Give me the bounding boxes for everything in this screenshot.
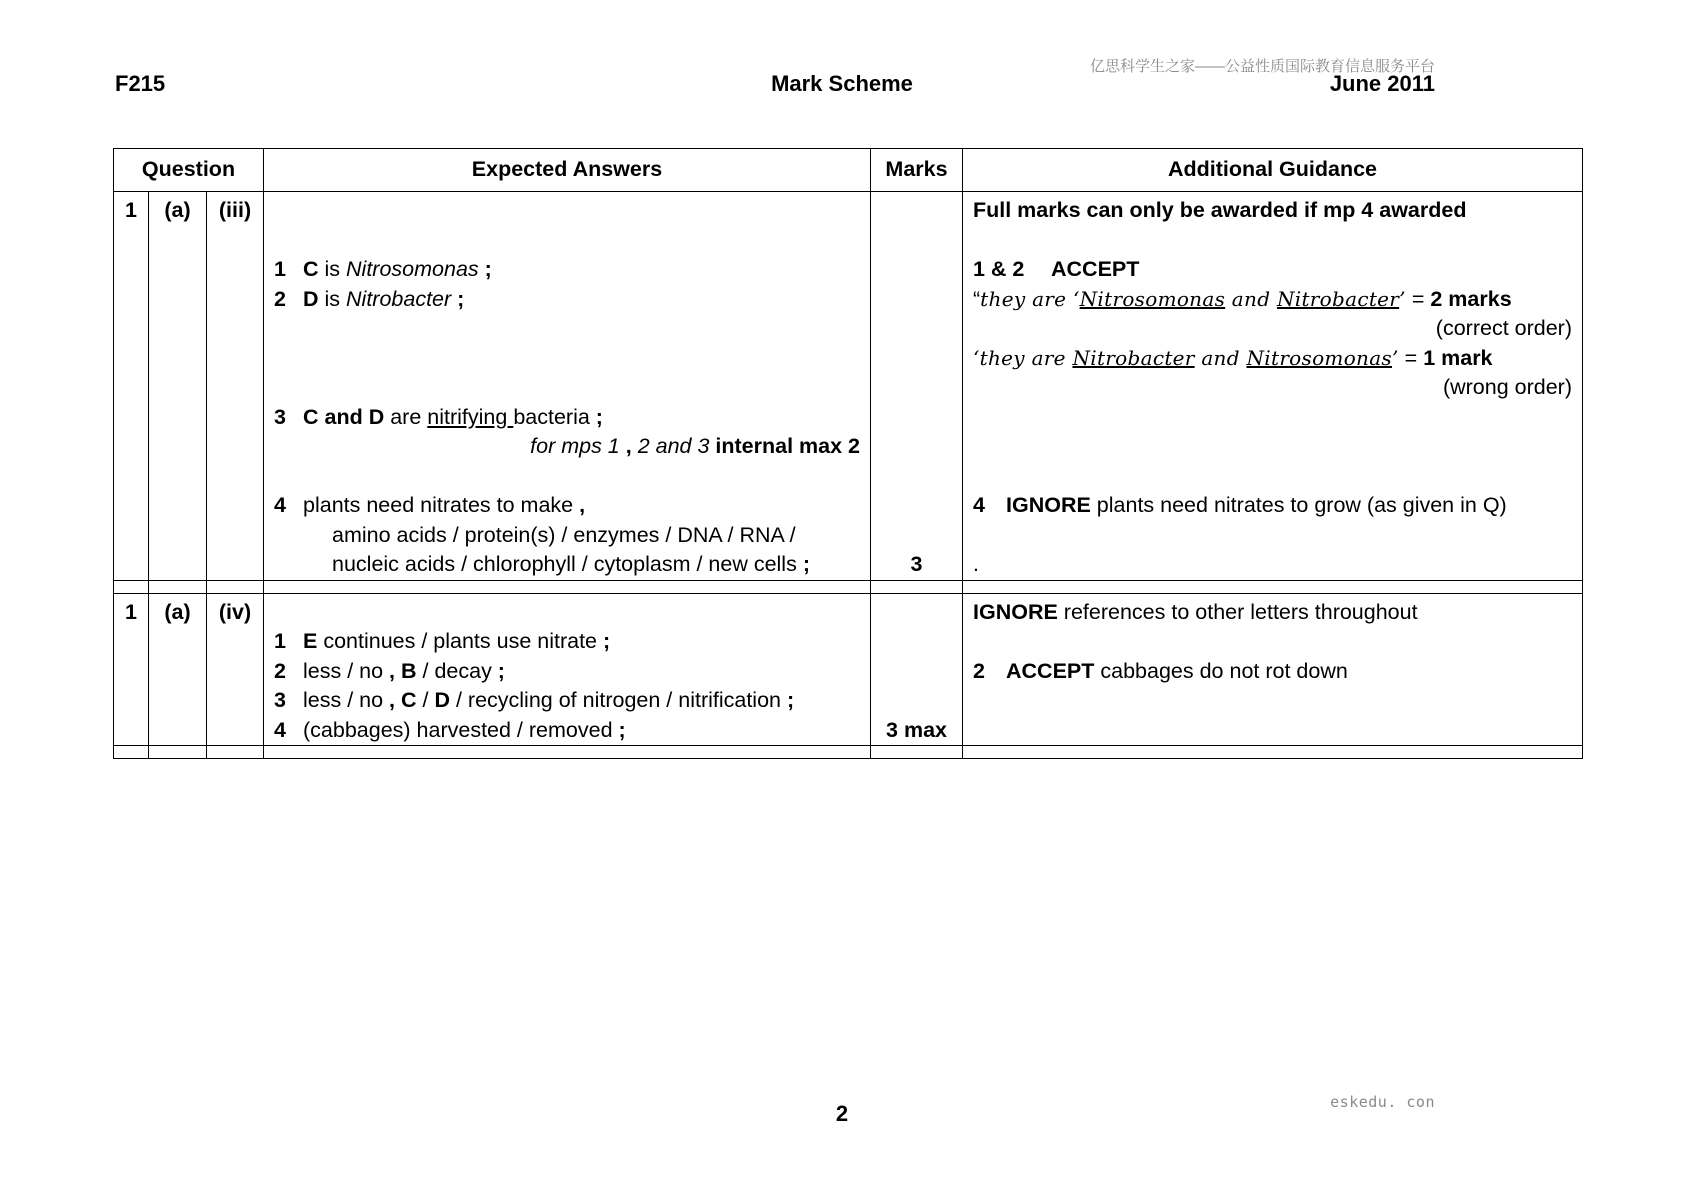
table-row [114,593,1583,746]
column-header-expected-answers: Expected Answers [264,149,871,192]
marks-cell: 3 [871,192,963,581]
question-number: 1 [114,593,149,746]
internal-max-note: for mps 1 , 2 and 3 internal max 2 [530,434,860,458]
accept-example-wrong-order: ‘they are Nitrobacter and Nitrosomonas’ = 1 mark [973,345,1493,370]
expected-answers-cell [264,593,871,746]
marking-point-4: 4 plants need nitrates to make , [274,493,586,517]
marking-point-1: 1 E continues / plants use nitrate ; [274,629,611,653]
watermark-bottom: eskedu. con [1330,1093,1435,1111]
marking-point-3: 3 C and D are nitrifying bacteria ; [274,404,603,429]
full-marks-note: Full marks can only be awarded if mp 4 awarded [973,198,1467,222]
spacer-row [114,580,1583,593]
question-subpart: (iii) [207,192,264,581]
correct-order-note: (correct order) [1435,316,1572,340]
accept-note: 2 ACCEPT cabbages do not rot down [973,658,1348,683]
page-title: Mark Scheme [771,71,913,96]
question-number: 1 [114,192,149,581]
mark-scheme-table [113,148,1583,759]
stray-dot: . [973,552,979,576]
expected-answers-cell [264,192,871,581]
page-number: 2 [835,1101,849,1126]
wrong-order-note: (wrong order) [1442,375,1572,399]
watermark-top: 亿思科学生之家——公益性质国际教育信息服务平台 [1089,58,1435,75]
ignore-note: 4 IGNORE plants need nitrates to grow (as given in Q) [973,493,1507,517]
additional-guidance-cell [963,593,1583,746]
column-header-marks: Marks [871,149,963,192]
spacer-row [114,746,1583,759]
marking-point-2: 2 less / no , B / decay ; [274,658,505,683]
marking-point-4-line-3: nucleic acids / chlorophyll / cytoplasm / new cells ; [332,552,810,576]
question-part: (a) [149,192,207,581]
marking-point-1: 1 C is Nitrosomonas ; [274,257,492,281]
table-header-row [114,149,1583,192]
table-row [114,192,1583,581]
marking-point-4-line-2: amino acids / protein(s) / enzymes / DNA / RNA / [332,522,796,547]
accept-example-correct-order: “they are ‘Nitrosomonas and Nitrobacter’ = 2 marks [973,286,1512,311]
marking-point-2: 2 D is Nitrobacter ; [274,286,465,311]
column-header-question: Question [114,149,264,192]
question-subpart: (iv) [207,593,264,746]
additional-guidance-cell [963,192,1583,581]
marks-cell: 3 max [871,593,963,746]
ignore-note: IGNORE references to other letters throughout [973,599,1418,624]
marking-point-4: 4 (cabbages) harvested / removed ; [274,717,626,742]
marking-point-3: 3 less / no , C / D / recycling of nitrogen / nitrification ; [274,688,795,712]
question-part: (a) [149,593,207,746]
document-date: June 2011 [1329,71,1435,96]
document-code: F215 [115,71,166,96]
accept-heading: 1 & 2 ACCEPT [973,257,1140,281]
column-header-additional-guidance: Additional Guidance [963,149,1583,192]
